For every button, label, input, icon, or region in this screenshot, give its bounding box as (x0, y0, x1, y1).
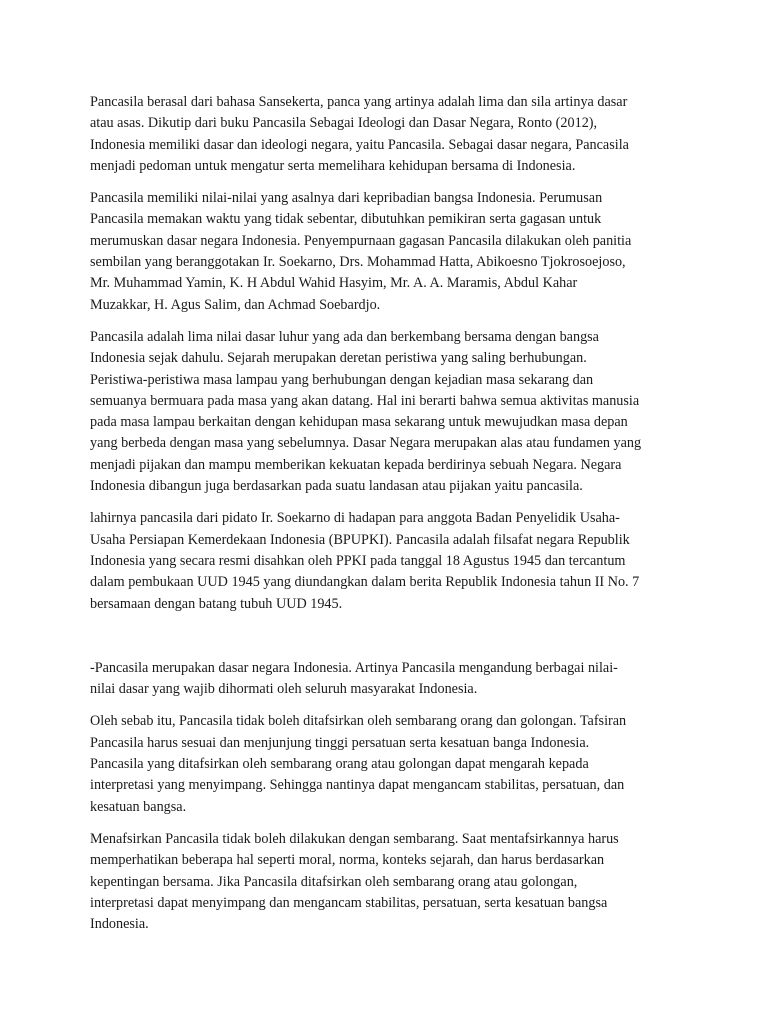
text-line: dalam pembukaan UUD 1945 yang diundangkan dalam berita Republik Indonesia tahun II No. 7 (90, 574, 640, 591)
text-line: Mr. Muhammad Yamin, K. H Abdul Wahid Hasyim, Mr. A. A. Maramis, Abdul Kahar (90, 275, 578, 292)
text-line: Peristiwa-peristiwa masa lampau yang berhubungan dengan kejadian masa sekarang dan (90, 371, 594, 388)
text-line: menjadi pijakan dan mampu memberikan kekuatan kepada berdirinya sebuah Negara. Negara (90, 456, 622, 473)
text-line: Indonesia memiliki dasar dan ideologi negara, yaitu Pancasila. Sebagai dasar negara, Pancasila (90, 136, 629, 153)
text-line: bersamaan dengan batang tubuh UUD 1945. (90, 595, 343, 612)
paragraph-pancasila-origin (90, 92, 682, 177)
paragraph-dasar-negara (90, 658, 682, 701)
paragraph-tafsiran (90, 711, 682, 817)
text-line: semuanya bermuara pada masa yang akan datang. Hal ini berarti bahwa semua aktivitas manusia (90, 392, 640, 409)
text-line: memperhatikan beberapa hal seperti moral, norma, konteks sejarah, dan harus berdasarkan (90, 852, 605, 869)
text-line: kepentingan bersama. Jika Pancasila ditafsirkan oleh sembarang orang atau golongan, (90, 873, 578, 890)
text-line: pada masa lampau berkaitan dengan kehidupan masa sekarang untuk mewujudkan masa depan (90, 414, 628, 431)
paragraph-pancasila-values (90, 188, 682, 316)
blank-space (90, 626, 682, 658)
text-line: Menafsirkan Pancasila tidak boleh dilakukan dengan sembarang. Saat mentafsirkannya harus (90, 830, 619, 847)
text-line: yang berbeda dengan masa yang sebelumnya. Dasar Negara merupakan alas atau fundamen yang (90, 435, 642, 452)
text-line: menjadi pedoman untuk mengatur serta memelihara kehidupan bersama di Indonesia. (90, 157, 576, 174)
paragraph-menafsirkan (90, 829, 682, 935)
paragraph-pancasila-history (90, 327, 682, 497)
text-line: Oleh sebab itu, Pancasila tidak boleh ditafsirkan oleh sembarang orang dan golongan. Tafsiran (90, 713, 627, 730)
text-line: Muzakkar, H. Agus Salim, dan Achmad Soebardjo. (90, 296, 381, 313)
text-line: Indonesia sejak dahulu. Sejarah merupakan deretan peristiwa yang saling berhubungan. (90, 350, 587, 367)
text-line: nilai dasar yang wajib dihormati oleh seluruh masyarakat Indonesia. (90, 681, 478, 698)
text-line: Pancasila harus sesuai dan menjunjung tinggi persatuan serta kesatuan banga Indonesia. (90, 734, 590, 751)
text-line: interpretasi yang menyimpang. Sehingga nantinya dapat mengancam stabilitas, persatuan, dan (90, 777, 625, 794)
text-line: Indonesia. (90, 916, 149, 933)
text-line: Pancasila adalah lima nilai dasar luhur yang ada dan berkembang bersama dengan bangsa (90, 328, 599, 345)
paragraph-pancasila-birth (90, 508, 682, 614)
text-line: Indonesia yang secara resmi disahkan oleh PPKI pada tanggal 18 Agustus 1945 dan tercantum (90, 552, 626, 569)
text-line: Usaha Persiapan Kemerdekaan Indonesia (BPUPKI). Pancasila adalah filsafat negara Republik (90, 531, 630, 548)
text-line: atau asas. Dikutip dari buku Pancasila Sebagai Ideologi dan Dasar Negara, Ronto (2012), (90, 115, 598, 132)
document-body (90, 92, 682, 946)
text-line: merumuskan dasar negara Indonesia. Penyempurnaan gagasan Pancasila dilakukan oleh panitia (90, 232, 632, 249)
text-line: Pancasila berasal dari bahasa Sansekerta, panca yang artinya adalah lima dan sila artinya dasar (90, 94, 628, 110)
text-line: Pancasila memiliki nilai-nilai yang asalnya dari kepribadian bangsa Indonesia. Perumusan (90, 190, 603, 207)
text-line: Pancasila memakan waktu yang tidak sebentar, dibutuhkan pemikiran serta gagasan untuk (90, 211, 602, 228)
text-line: -Pancasila merupakan dasar negara Indonesia. Artinya Pancasila mengandung berbagai nilai- (90, 659, 618, 676)
text-line: lahirnya pancasila dari pidato Ir. Soekarno di hadapan para anggota Badan Penyelidik Usaha- (90, 510, 620, 527)
text-line: interpretasi dapat menyimpang dan mengancam stabilitas, persatuan, serta kesatuan bangsa (90, 894, 608, 911)
text-line: kesatuan bangsa. (90, 798, 187, 815)
text-line: Pancasila yang ditafsirkan oleh sembarang orang atau golongan dapat mengarah kepada (90, 756, 589, 773)
text-line: sembilan yang beranggotakan Ir. Soekarno, Drs. Mohammad Hatta, Abikoesno Tjokrosoejoso, (90, 254, 626, 271)
text-line: Indonesia dibangun juga berdasarkan pada suatu landasan atau pijakan yaitu pancasila. (90, 478, 583, 495)
